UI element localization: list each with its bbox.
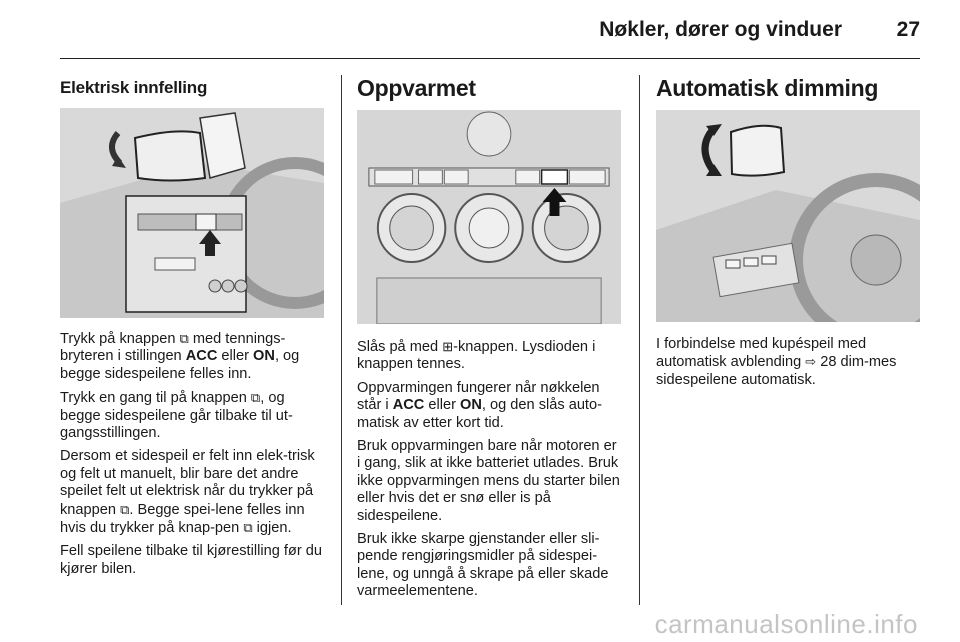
column-divider <box>341 75 342 605</box>
body-text-heated <box>357 338 623 607</box>
illustration-mirror-fold <box>60 108 324 318</box>
arrow-ref-icon: ⇨ <box>805 354 817 370</box>
body-text-electric-folding <box>60 330 324 584</box>
header-rule <box>60 58 920 59</box>
mirror-heat-icon: ⊞ <box>442 339 454 354</box>
column-electric-folding <box>60 72 324 577</box>
mirror-fold-icon: ⧉ <box>243 520 253 536</box>
column-divider <box>639 75 640 605</box>
paragraph: Dersom et sidespeil er felt inn elek-trisk og felt ut manuelt, blir bare det andre speilet felt ut elektrisk når du trykker på knappen ⧉. Begge spei-lene felles inn hvis du trykker på knap-pen ⧉ igjen. <box>60 448 315 537</box>
illustration-auto-dimming-mirror <box>656 110 920 322</box>
body-text-auto-dimming <box>656 336 920 395</box>
heading-auto-dimming: Automatisk dimming <box>656 75 879 101</box>
paragraph: Trykk en gang til på knappen ⧉, og begge sidespeilene går tilbake til ut-gangsstillingen. <box>60 390 293 442</box>
illustration-heating-panel <box>357 110 621 324</box>
watermark: carmanualsonline.info <box>654 609 918 639</box>
section-title: Nøkler, dører og vinduer <box>599 18 842 41</box>
mirror-fold-icon: ⧉ <box>179 331 189 346</box>
paragraph: I forbindelse med kupéspeil med automatisk avblending ⇨ 28 dim-mes sidespeilene automatisk. <box>656 336 897 388</box>
paragraph: Slås på med ⊞-knappen. Lysdioden i knappen tennes. <box>357 339 596 373</box>
heading-electric-folding: Elektrisk innfelling <box>60 78 208 97</box>
heading-heated: Oppvarmet <box>357 75 476 101</box>
paragraph: Trykk på knappen ⧉ med tennings-bryteren i stillingen ACC eller ON, og begge sidespeilene felles inn. <box>60 331 300 382</box>
page-header <box>0 0 960 60</box>
paragraph: Bruk ikke skarpe gjenstander eller sli-pende rengjøringsmidler på sidespei-lene, og unngå å skrape på eller skade varmeelementene. <box>357 531 609 600</box>
paragraph: Fell speilene tilbake til kjørestilling før du kjører bilen. <box>60 543 322 577</box>
column-heated <box>357 72 623 600</box>
paragraph: Oppvarmingen fungerer når nøkkelen står i ACC eller ON, og den slås auto-matisk av etter kort tid. <box>357 379 602 431</box>
paragraph: Bruk oppvarmingen bare når motoren er i gang, slik at ikke batteriet utlades. Bruk ikke oppvarmingen mens du starter bilen eller hvis det er snø eller is på sidespeilene. <box>357 438 620 524</box>
page-number: 27 <box>896 18 920 41</box>
mirror-fold-icon: ⧉ <box>120 501 130 517</box>
mirror-fold-icon: ⧉ <box>250 390 261 406</box>
column-auto-dimming <box>656 72 920 388</box>
